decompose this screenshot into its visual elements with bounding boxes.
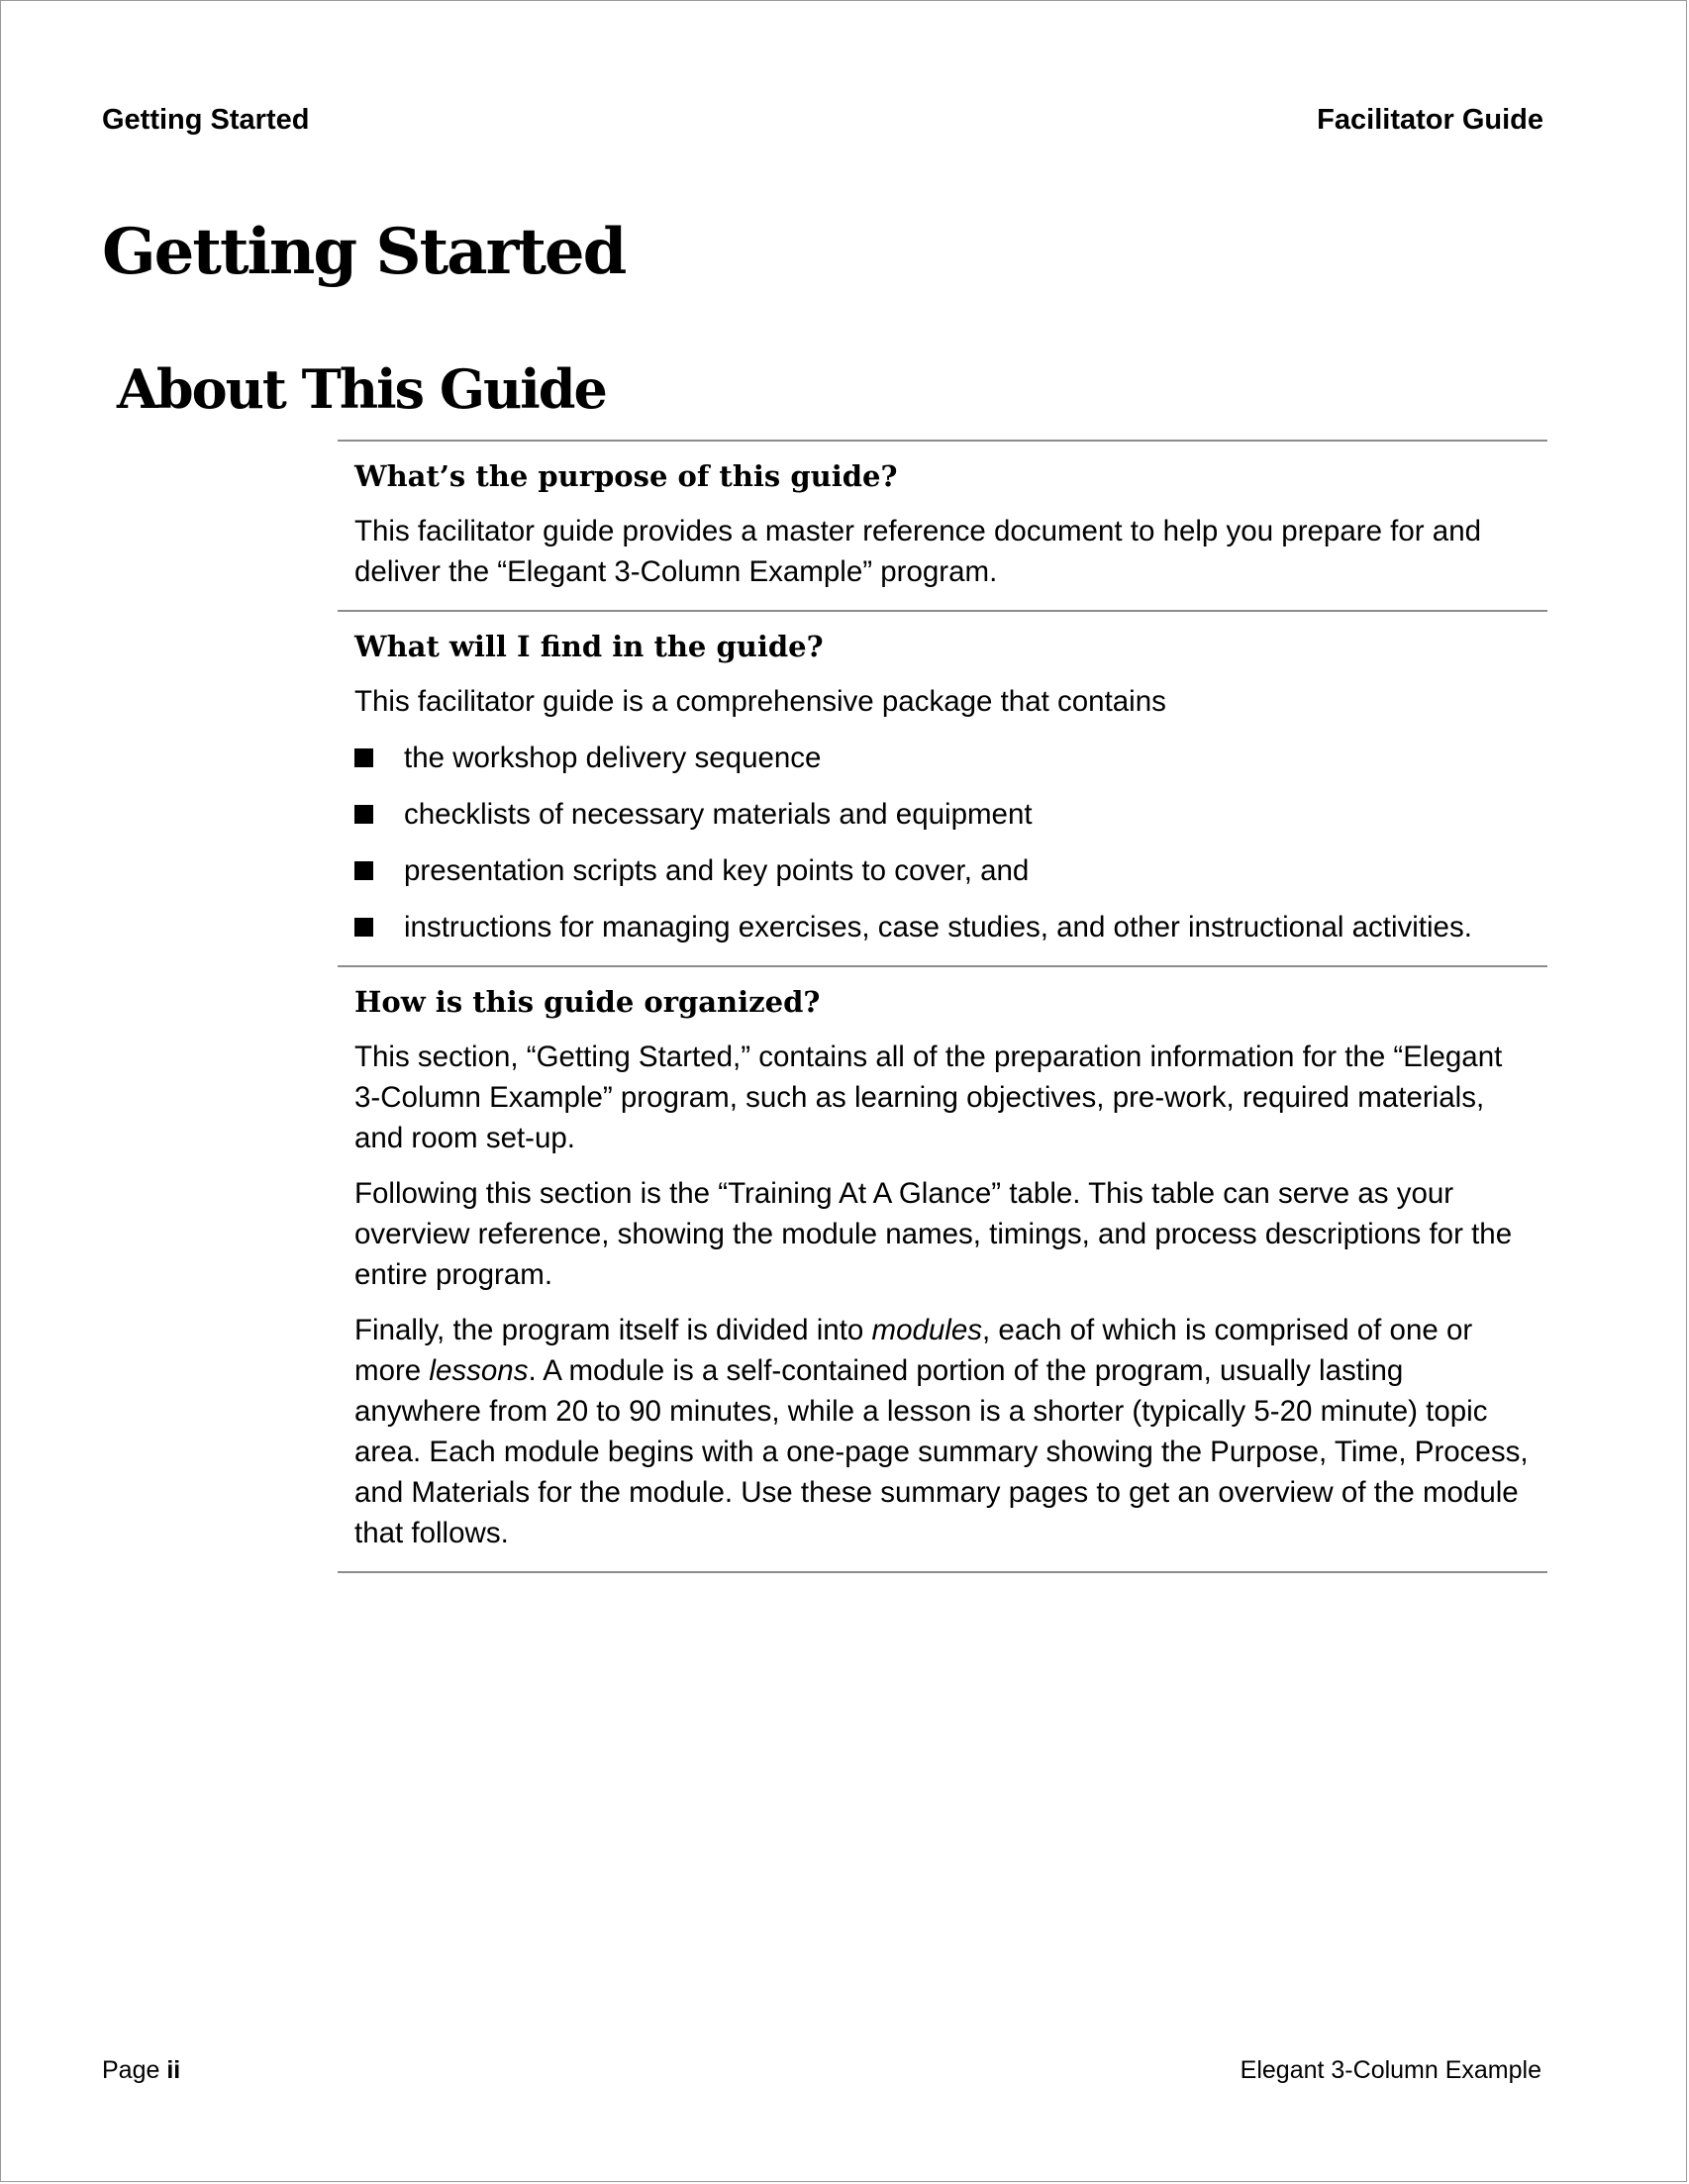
- list-item: [354, 907, 1532, 947]
- qa-block-contents: [338, 612, 1547, 967]
- page-label: Page: [102, 2056, 167, 2084]
- emphasized-term: modules: [871, 1314, 983, 1346]
- answer-paragraph: This facilitator guide provides a master reference document to help you prepare for and deliver the “Elegant 3-Column Example” program.: [354, 515, 1482, 588]
- list-item: [354, 850, 1532, 891]
- qa-block-organization: [338, 967, 1547, 1573]
- list-item: [354, 738, 1532, 778]
- answer-paragraph: This facilitator guide is a comprehensive package that contains: [354, 685, 1166, 718]
- bullet-list: [354, 738, 1532, 947]
- page-number: [102, 2056, 180, 2085]
- list-item-text: the workshop delivery sequence: [404, 742, 822, 774]
- answer-paragraph: This section, “Getting Started,” contains all of the preparation information for the “Elegant 3-Column Example” program, such as learning objectives, pre-work, required materials, and room set-up.: [354, 1041, 1503, 1154]
- list-item: [354, 794, 1532, 835]
- qa-table: [338, 440, 1547, 1573]
- square-bullet-icon: [354, 748, 373, 767]
- running-header: [102, 104, 1543, 137]
- running-footer: [102, 2056, 1541, 2085]
- section-title: About This Guide: [117, 357, 606, 421]
- chapter-title: Getting Started: [102, 215, 626, 289]
- list-item-text: presentation scripts and key points to cover, and: [404, 854, 1030, 887]
- footer-document-title: Elegant 3-Column Example: [1240, 2056, 1541, 2084]
- question-heading: What will I find in the guide?: [354, 630, 824, 663]
- square-bullet-icon: [354, 861, 373, 880]
- square-bullet-icon: [354, 805, 373, 824]
- answer-paragraph: [354, 1310, 1532, 1553]
- answer-paragraph: Following this section is the “Training At A Glance” table. This table can serve as your overview reference, showing the module names, timings, and process descriptions for the entire program.: [354, 1177, 1513, 1291]
- header-chapter-name: Getting Started: [102, 104, 310, 136]
- qa-block-purpose: [338, 442, 1547, 612]
- question-heading: What’s the purpose of this guide?: [354, 459, 898, 493]
- emphasized-term: lessons: [429, 1354, 529, 1387]
- question-heading: How is this guide organized?: [354, 985, 821, 1019]
- text-run: . A module is a self-contained portion of the program, usually lasting anywhere from 20 to 90 minutes, while a lesson is a shorter (typically 5-20 minute) topic area. Each module begins with a one-page summary showing the Purpose, Time, Process, and Materials for the module. Use these summary pages to get an overview of the module that follows.: [354, 1354, 1529, 1549]
- page-number-value: ii: [166, 2056, 181, 2084]
- text-run: Finally, the program itself is divided into: [354, 1314, 872, 1346]
- square-bullet-icon: [354, 918, 373, 937]
- list-item-text: checklists of necessary materials and equipment: [404, 798, 1033, 831]
- header-guide-name: Facilitator Guide: [1317, 104, 1543, 136]
- list-item-text: instructions for managing exercises, case studies, and other instructional activities.: [404, 911, 1472, 943]
- text-run: , each of which is comprised of one or more: [354, 1314, 1473, 1387]
